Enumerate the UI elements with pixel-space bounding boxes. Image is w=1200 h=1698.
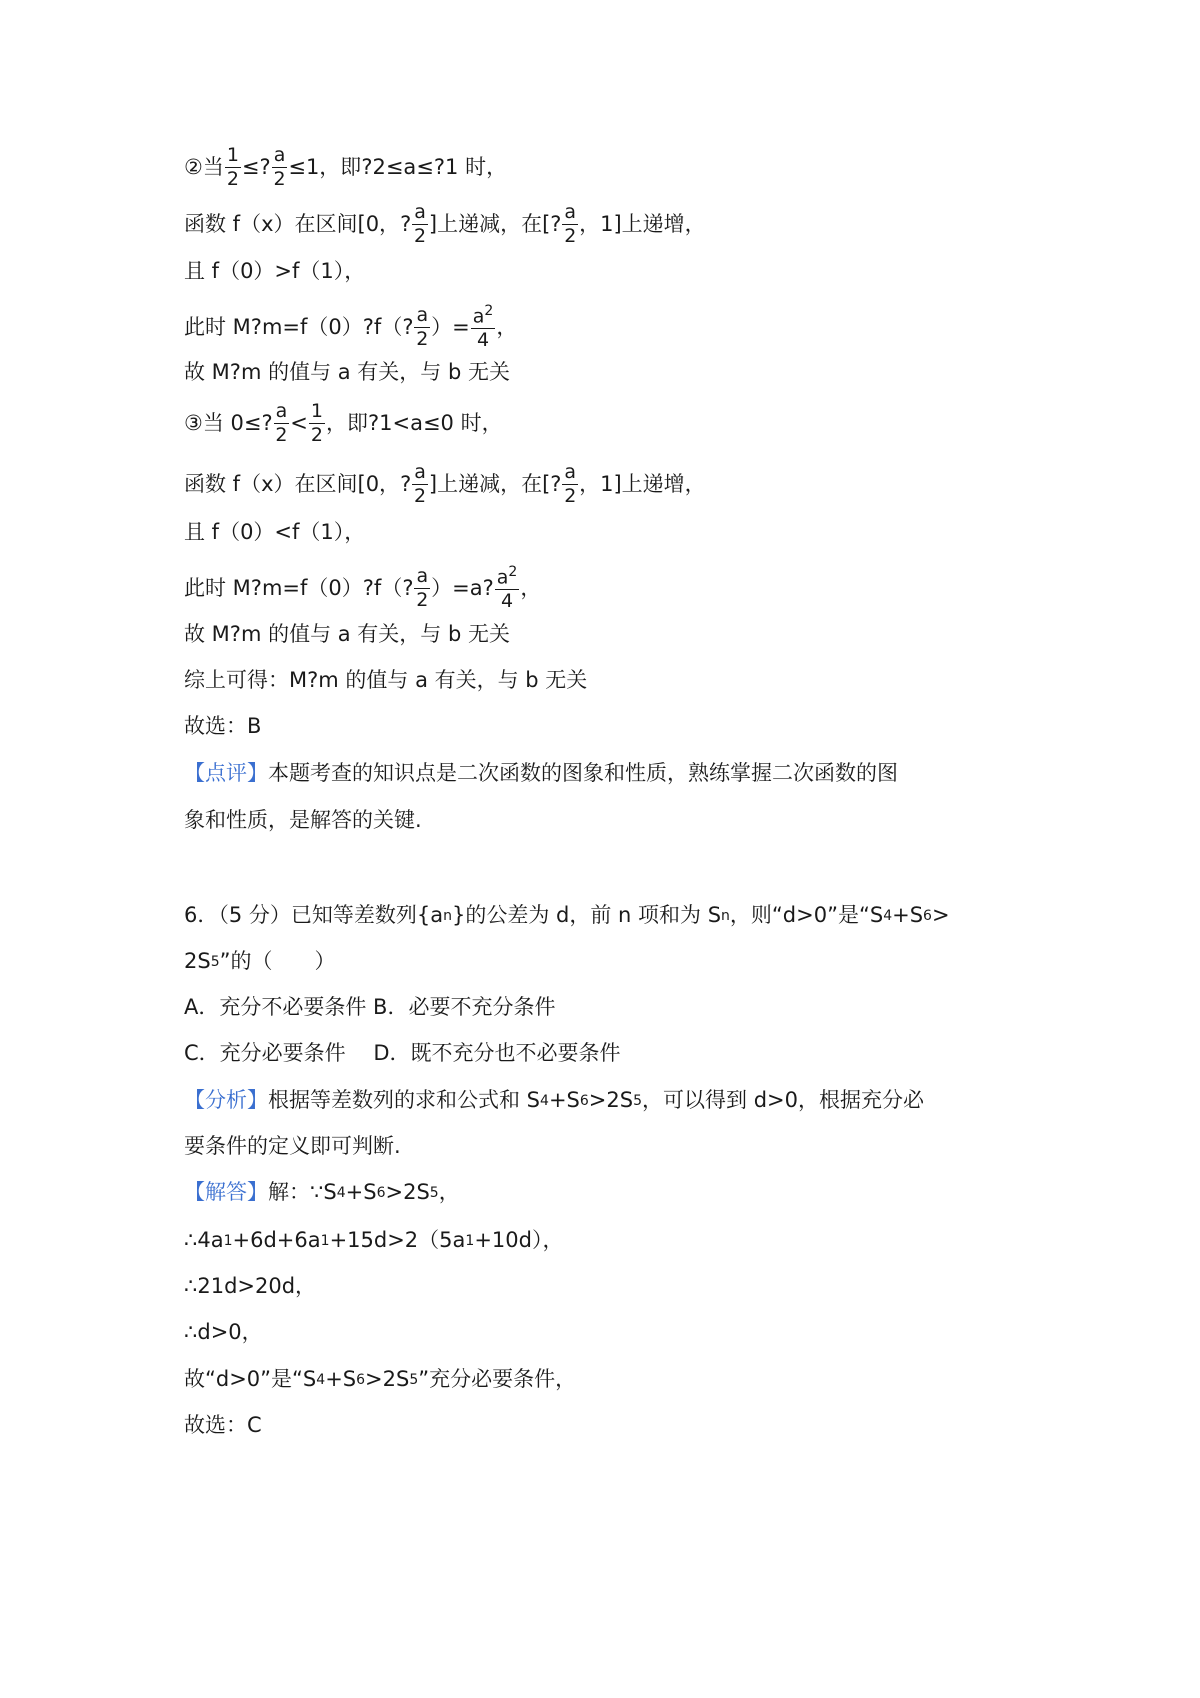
- text: 6．（5 分）已知等差数列{a: [184, 903, 444, 927]
- answer-tag: 【解答】: [184, 1180, 268, 1204]
- text: ，即: [325, 411, 368, 435]
- fraction-a-squared-over-4: $\frac{a^2}{4}$: [472, 303, 494, 352]
- q6-step-1: ∴4a 1 +6d+6a 1 +15d>2（5a 1 +10d），: [184, 1228, 564, 1252]
- text: C．充分必要条件 D．既不充分也不必要条件: [184, 1041, 621, 1065]
- line-monotonic-1: [184, 203, 706, 246]
- missing-glyph: ?: [400, 472, 412, 496]
- fraction-half: $\frac{1}{2}$: [310, 400, 323, 446]
- q6-answer-C: [184, 1415, 262, 1436]
- missing-glyph: ?: [250, 575, 262, 600]
- text: ，: [520, 575, 542, 600]
- text: }的公差为 d，前 n 项和为 S: [452, 903, 722, 927]
- fraction-a-over-2: $\frac{a}{2}$: [414, 201, 427, 247]
- q6-options-CD: [184, 1043, 621, 1064]
- text: A．充分不必要条件 B．必要不充分条件: [184, 995, 556, 1019]
- text: 解：∵S: [268, 1180, 337, 1204]
- missing-glyph: ?: [367, 411, 380, 435]
- comment-tag: 【点评】: [184, 761, 268, 785]
- text: m=f（0）: [261, 575, 363, 600]
- text: ”充分必要条件，: [418, 1367, 577, 1391]
- text: ∴21d>20d，: [184, 1274, 317, 1298]
- q6-analysis-line-2: [184, 1136, 401, 1157]
- text: 综上可得：M: [184, 668, 308, 692]
- missing-glyph: ?: [433, 155, 446, 179]
- text: 根据等差数列的求和公式和 S: [268, 1088, 541, 1112]
- q6-stem-line-1: 6．（5 分）已知等差数列{a n }的公差为 d，前 n 项和为 S n ，则“d>0”是“S 4 +S 6 >: [184, 903, 950, 927]
- fraction-a-over-2: $\frac{a}{2}$: [564, 201, 577, 247]
- line-case2-condition: [184, 146, 507, 189]
- line-summary: [184, 670, 587, 691]
- text: +6d+6a: [232, 1228, 321, 1252]
- fraction-a-over-2: $\frac{a}{2}$: [416, 303, 429, 350]
- text: 故 M: [184, 622, 230, 646]
- text: 1<a≤0 时，: [379, 411, 503, 435]
- text: ∴d>0，: [184, 1320, 263, 1344]
- text: ，则“d>0”是“S: [729, 903, 884, 927]
- text: ≤1，即: [288, 155, 362, 179]
- q6-step-3: [184, 1322, 263, 1343]
- line-comment: [184, 763, 898, 784]
- text: ”的（ ）: [219, 949, 336, 973]
- text: m 的值与 a 有关，与 b 无关: [240, 360, 510, 384]
- text: 故 M: [184, 360, 230, 384]
- text: ≤: [241, 155, 260, 179]
- text: ]上递减，在[: [428, 212, 551, 236]
- missing-glyph: ?: [362, 575, 374, 600]
- missing-glyph: ?: [259, 155, 271, 179]
- text: ]上递减，在[: [428, 472, 551, 496]
- text: ，1]上递增，: [579, 472, 706, 496]
- missing-glyph: ?: [229, 622, 241, 646]
- text: f（: [373, 314, 403, 339]
- fraction-a-over-2: $\frac{a}{2}$: [414, 461, 427, 507]
- missing-glyph: ?: [307, 668, 319, 692]
- text: 故选：B: [184, 714, 262, 738]
- text: 故“d>0”是“S: [184, 1367, 317, 1391]
- q6-analysis-line-1: 【分析】 根据等差数列的求和公式和 S 4 +S 6 >2S 5 ，可以得到 d>0，根据充分必: [184, 1088, 924, 1112]
- missing-glyph: ?: [402, 314, 414, 339]
- text: 且 f（0）>f（1），: [184, 259, 366, 283]
- text: 且 f（0）<f（1），: [184, 520, 366, 544]
- text: >2S: [588, 1088, 634, 1112]
- fraction-a-squared-over-4: $\frac{a^2}{4}$: [496, 564, 518, 613]
- text: ）=: [431, 314, 470, 339]
- text: +S: [892, 903, 924, 927]
- text: 函数 f（x）在区间[0，: [184, 472, 401, 496]
- missing-glyph: ?: [229, 360, 241, 384]
- line-f0-lt-f1: [184, 522, 365, 543]
- text: ）=a: [431, 575, 483, 600]
- text: ，可以得到 d>0，根据充分必: [642, 1088, 924, 1112]
- missing-glyph: ?: [482, 575, 494, 600]
- text: >2S: [365, 1367, 410, 1391]
- text: m 的值与 a 有关，与 b 无关: [318, 668, 588, 692]
- fraction-a-over-2: $\frac{a}{2}$: [416, 564, 429, 611]
- missing-glyph: ?: [261, 411, 273, 435]
- text: m=f（0）: [261, 314, 363, 339]
- text: 此时 M: [184, 314, 251, 339]
- text: ③当 0≤: [184, 411, 262, 435]
- text: m 的值与 a 有关，与 b 无关: [240, 622, 510, 646]
- text: 此时 M: [184, 575, 251, 600]
- line-M-minus-m-1: [184, 304, 517, 350]
- fraction-a-over-2: $\frac{a}{2}$: [273, 144, 286, 190]
- text: <: [290, 411, 308, 435]
- text: >: [931, 903, 950, 927]
- line-answer-B: [184, 716, 261, 737]
- text: >2S: [385, 1180, 430, 1204]
- text: 2S: [184, 949, 211, 973]
- line-conclusion-2: [184, 624, 510, 645]
- missing-glyph: ?: [250, 314, 262, 339]
- q6-step-4: 故“d>0”是“S 4 +S 6 >2S 5 ”充分必要条件，: [184, 1367, 577, 1391]
- q6-answer-line-1: 【解答】 解：∵S 4 +S 6 >2S 5 ，: [184, 1180, 460, 1204]
- missing-glyph: ?: [362, 314, 374, 339]
- q6-step-2: [184, 1276, 316, 1297]
- missing-glyph: ?: [402, 575, 414, 600]
- text: 故选：C: [184, 1413, 262, 1437]
- text: +15d>2（5a: [329, 1228, 466, 1252]
- text: f（: [373, 575, 403, 600]
- missing-glyph: ?: [550, 472, 562, 496]
- text: 要条件的定义即可判断.: [184, 1134, 401, 1158]
- text: 本题考查的知识点是二次函数的图象和性质，熟练掌握二次函数的图: [268, 761, 898, 785]
- line-case3-condition: [184, 402, 503, 445]
- text: +S: [325, 1367, 357, 1391]
- missing-glyph: ?: [550, 212, 562, 236]
- line-conclusion-1: [184, 362, 510, 383]
- missing-glyph: ?: [400, 212, 412, 236]
- text: ∴4a: [184, 1228, 224, 1252]
- text: ，: [496, 314, 518, 339]
- q6-stem-line-2: 2S 5 ”的（ ）: [184, 949, 336, 973]
- fraction-half: $\frac{1}{2}$: [226, 144, 239, 190]
- line-M-minus-m-2: [184, 565, 541, 611]
- text: +S: [345, 1180, 377, 1204]
- q6-options-AB: [184, 997, 555, 1018]
- text: ，1]上递增，: [579, 212, 706, 236]
- line-comment-2: [184, 810, 422, 831]
- line-monotonic-2: [184, 463, 706, 506]
- text: ，: [438, 1180, 460, 1204]
- text: +S: [548, 1088, 580, 1112]
- fraction-a-over-2: $\frac{a}{2}$: [275, 400, 288, 446]
- line-f0-gt-f1: [184, 261, 365, 282]
- text: +10d），: [474, 1228, 564, 1252]
- missing-glyph: ?: [361, 155, 373, 179]
- fraction-a-over-2: $\frac{a}{2}$: [564, 461, 577, 507]
- text: 1 时，: [445, 155, 508, 179]
- text: 2≤a≤: [372, 155, 434, 179]
- text: ②当: [184, 155, 224, 179]
- text: 象和性质，是解答的关键.: [184, 808, 422, 832]
- analysis-tag: 【分析】: [184, 1088, 268, 1112]
- text: 函数 f（x）在区间[0，: [184, 212, 401, 236]
